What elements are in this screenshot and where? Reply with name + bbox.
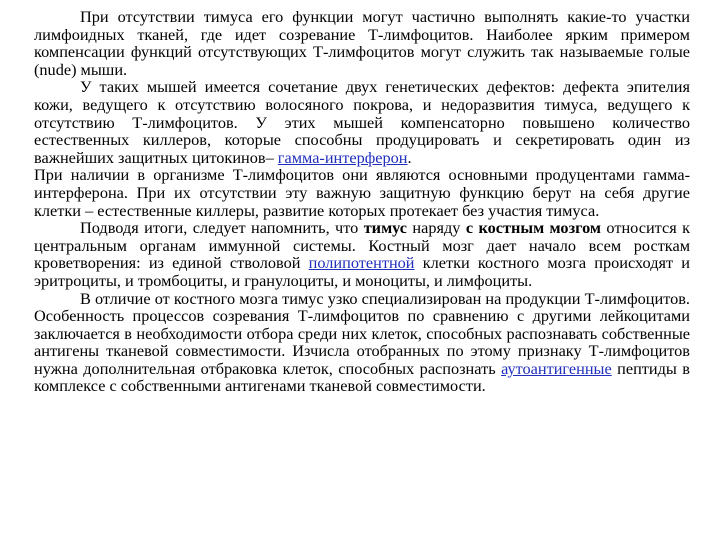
paragraph-3: [34, 166, 690, 219]
paragraph-4-text-c: относится к центральным органам иммунной системы. Костный мозг дает начало всем росткам кроветворения: из единой стволовой: [34, 218, 691, 273]
paragraph-4-text-d: клетки костного мозга происходят и эритроциты, и тромбоциты, и гранулоциты, и моноциты, и лимфоциты.: [34, 253, 690, 290]
paragraph-1: [34, 8, 690, 78]
document-body: [34, 8, 690, 395]
paragraph-5: [34, 290, 690, 396]
paragraph-4-text-a: Подводя итоги, следует напомнить, что: [80, 218, 364, 238]
paragraph-5-text-b: пептиды в комплексе с собственными антигенами тканевой совместимости.: [34, 358, 690, 396]
bone-marrow-term: с костным мозгом: [465, 218, 602, 238]
paragraph-5-text-a: В отличие от костного мозга тимус узко специализирован на продукции Т-лимфоцитов. Особенность процессов созревания Т-лимфоцитов по сравнению с другими лейкоцитами заключается в необходимости отбора среди них клеток, способных распознавать собственные антигены тканевой совместимости. Изчисла отобранных по этому признаку Т-лимфоцитов нужна дополнительная отбраковка клеток, способных распознать: [34, 288, 690, 378]
paragraph-1-text: При отсутствии тимуса его функции могут частично выполнять какие-то участки лимфоидных тканей, где идет созревание Т-лимфоцитов. Наиболее ярким примером компенсации функций отсутствующих Т-лимфоцитов могут служить так называемые голые (nude) мыши.: [34, 7, 690, 79]
polypotent-link[interactable]: полипотентной: [308, 253, 415, 273]
paragraph-4-text-b: наряду: [407, 218, 466, 238]
paragraph-2: [34, 78, 690, 166]
thymus-term: тимус: [363, 218, 408, 238]
gamma-interferon-link[interactable]: гамма-интерферон: [277, 147, 408, 167]
paragraph-2-end: .: [407, 147, 412, 167]
autoantigenic-link[interactable]: аутоантигенные: [501, 358, 612, 378]
paragraph-4: [34, 219, 690, 289]
paragraph-2-text: У таких мышей имеется сочетание двух генетических дефектов: дефекта эпителия кожи, ведущего к отсутствию волосяного покрова, и недоразвития тимуса, ведущего к отсутствию Т-лимфоцитов. У этих мышей компенсаторно повышено количество естественных киллеров, которые способны продуцировать и секретировать один из важнейших защитных цитокинов–: [34, 77, 690, 167]
paragraph-3-text: При наличии в организме Т-лимфоцитов они являются основными продуцентами гамма-интерферона. При их отсутствии эту важную защитную функцию берут на себя другие клетки – естественные киллеры, развитие которых протекает без участия тимуса.: [34, 165, 690, 220]
